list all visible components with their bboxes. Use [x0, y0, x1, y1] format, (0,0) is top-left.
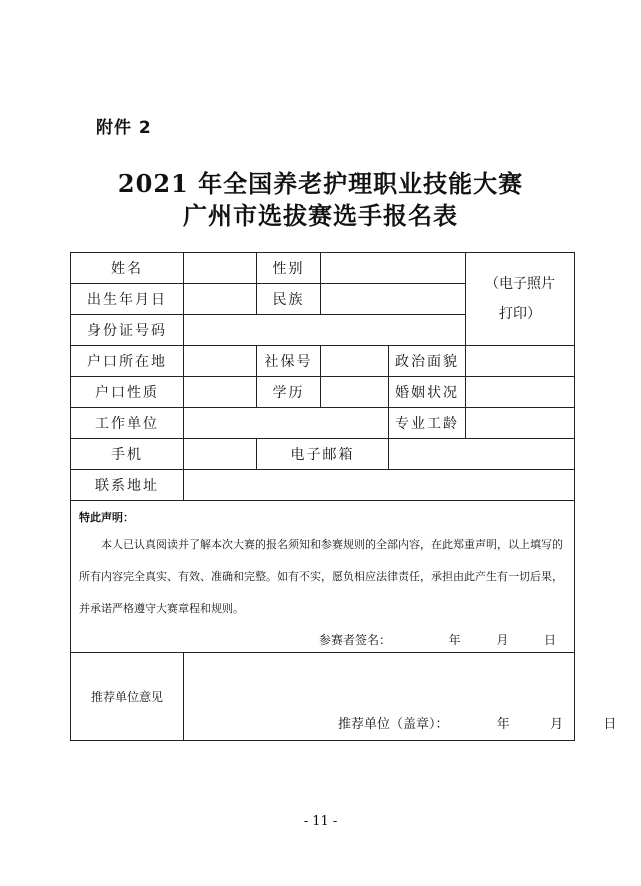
ethnicity-field[interactable] — [321, 284, 466, 315]
photo-label-line-2: 打印） — [499, 306, 541, 322]
address-field[interactable] — [184, 470, 575, 501]
email-field[interactable] — [389, 439, 575, 470]
title-line-2: 广州市选拔赛选手报名表 — [183, 201, 458, 230]
declaration-sign-label: 参赛者签名： — [319, 633, 392, 647]
education-field[interactable] — [321, 377, 389, 408]
photo-cell[interactable] — [466, 253, 575, 346]
mobile-field[interactable] — [184, 439, 257, 470]
photo-label-line-1: （电子照片 — [485, 276, 555, 292]
name-label: 姓名 — [71, 253, 184, 284]
gender-field[interactable] — [321, 253, 466, 284]
recommendation-year: 年 — [496, 717, 510, 732]
social-security-label: 社保号 — [257, 346, 321, 377]
declaration-year: 年 — [448, 633, 461, 647]
political-status-field[interactable] — [466, 346, 575, 377]
marital-status-label: 婚姻状况 — [389, 377, 466, 408]
id-number-label: 身份证号码 — [71, 315, 184, 346]
address-label: 联系地址 — [71, 470, 184, 501]
recommendation-label: 推荐单位意见 — [71, 653, 184, 741]
declaration-day: 日 — [544, 633, 557, 647]
education-label: 学历 — [257, 377, 321, 408]
hukou-location-label: 户口所在地 — [71, 346, 184, 377]
ethnicity-label: 民族 — [257, 284, 321, 315]
page-number: - 11 - — [303, 814, 338, 829]
birth-field[interactable] — [184, 284, 257, 315]
title-line-1: 2021 年全国养老护理职业技能大赛 — [117, 169, 524, 198]
recommendation-month: 月 — [550, 717, 564, 732]
hukou-type-label: 户口性质 — [71, 377, 184, 408]
attachment-label: 附件 2 — [96, 118, 152, 138]
declaration-month: 月 — [496, 633, 509, 647]
work-years-label: 专业工龄 — [389, 408, 466, 439]
email-label: 电子邮箱 — [257, 439, 389, 470]
marital-status-field[interactable] — [466, 377, 575, 408]
mobile-label: 手机 — [71, 439, 184, 470]
name-field[interactable] — [184, 253, 257, 284]
declaration-cell — [71, 501, 575, 653]
employer-field[interactable] — [184, 408, 389, 439]
gender-label: 性别 — [257, 253, 321, 284]
political-status-label: 政治面貌 — [389, 346, 466, 377]
hukou-location-field[interactable] — [184, 346, 257, 377]
declaration-body: 本人已认真阅读并了解本次大赛的报名须知和参赛规则的全部内容，在此郑重声明，以上填写的所有内容完全真实、有效、准确和完整。如有不实，愿负相应法律责任，承担由此产生有一切后果，并承诺严格遵守大赛章程和规则。 — [79, 538, 563, 615]
employer-label: 工作单位 — [71, 408, 184, 439]
hukou-type-field[interactable] — [184, 377, 257, 408]
recommendation-day: 日 — [603, 717, 617, 732]
social-security-field[interactable] — [321, 346, 389, 377]
declaration-signature-line[interactable] — [79, 631, 566, 648]
birth-label: 出生年月日 — [71, 284, 184, 315]
recommendation-cell[interactable] — [184, 653, 617, 741]
id-number-field[interactable] — [184, 315, 466, 346]
work-years-field[interactable] — [466, 408, 575, 439]
recommendation-sign-label: 推荐单位（盖章）： — [338, 717, 449, 732]
declaration-heading: 特此声明： — [79, 511, 134, 524]
recommendation-signature-line — [188, 713, 617, 732]
registration-form-table — [70, 252, 617, 741]
